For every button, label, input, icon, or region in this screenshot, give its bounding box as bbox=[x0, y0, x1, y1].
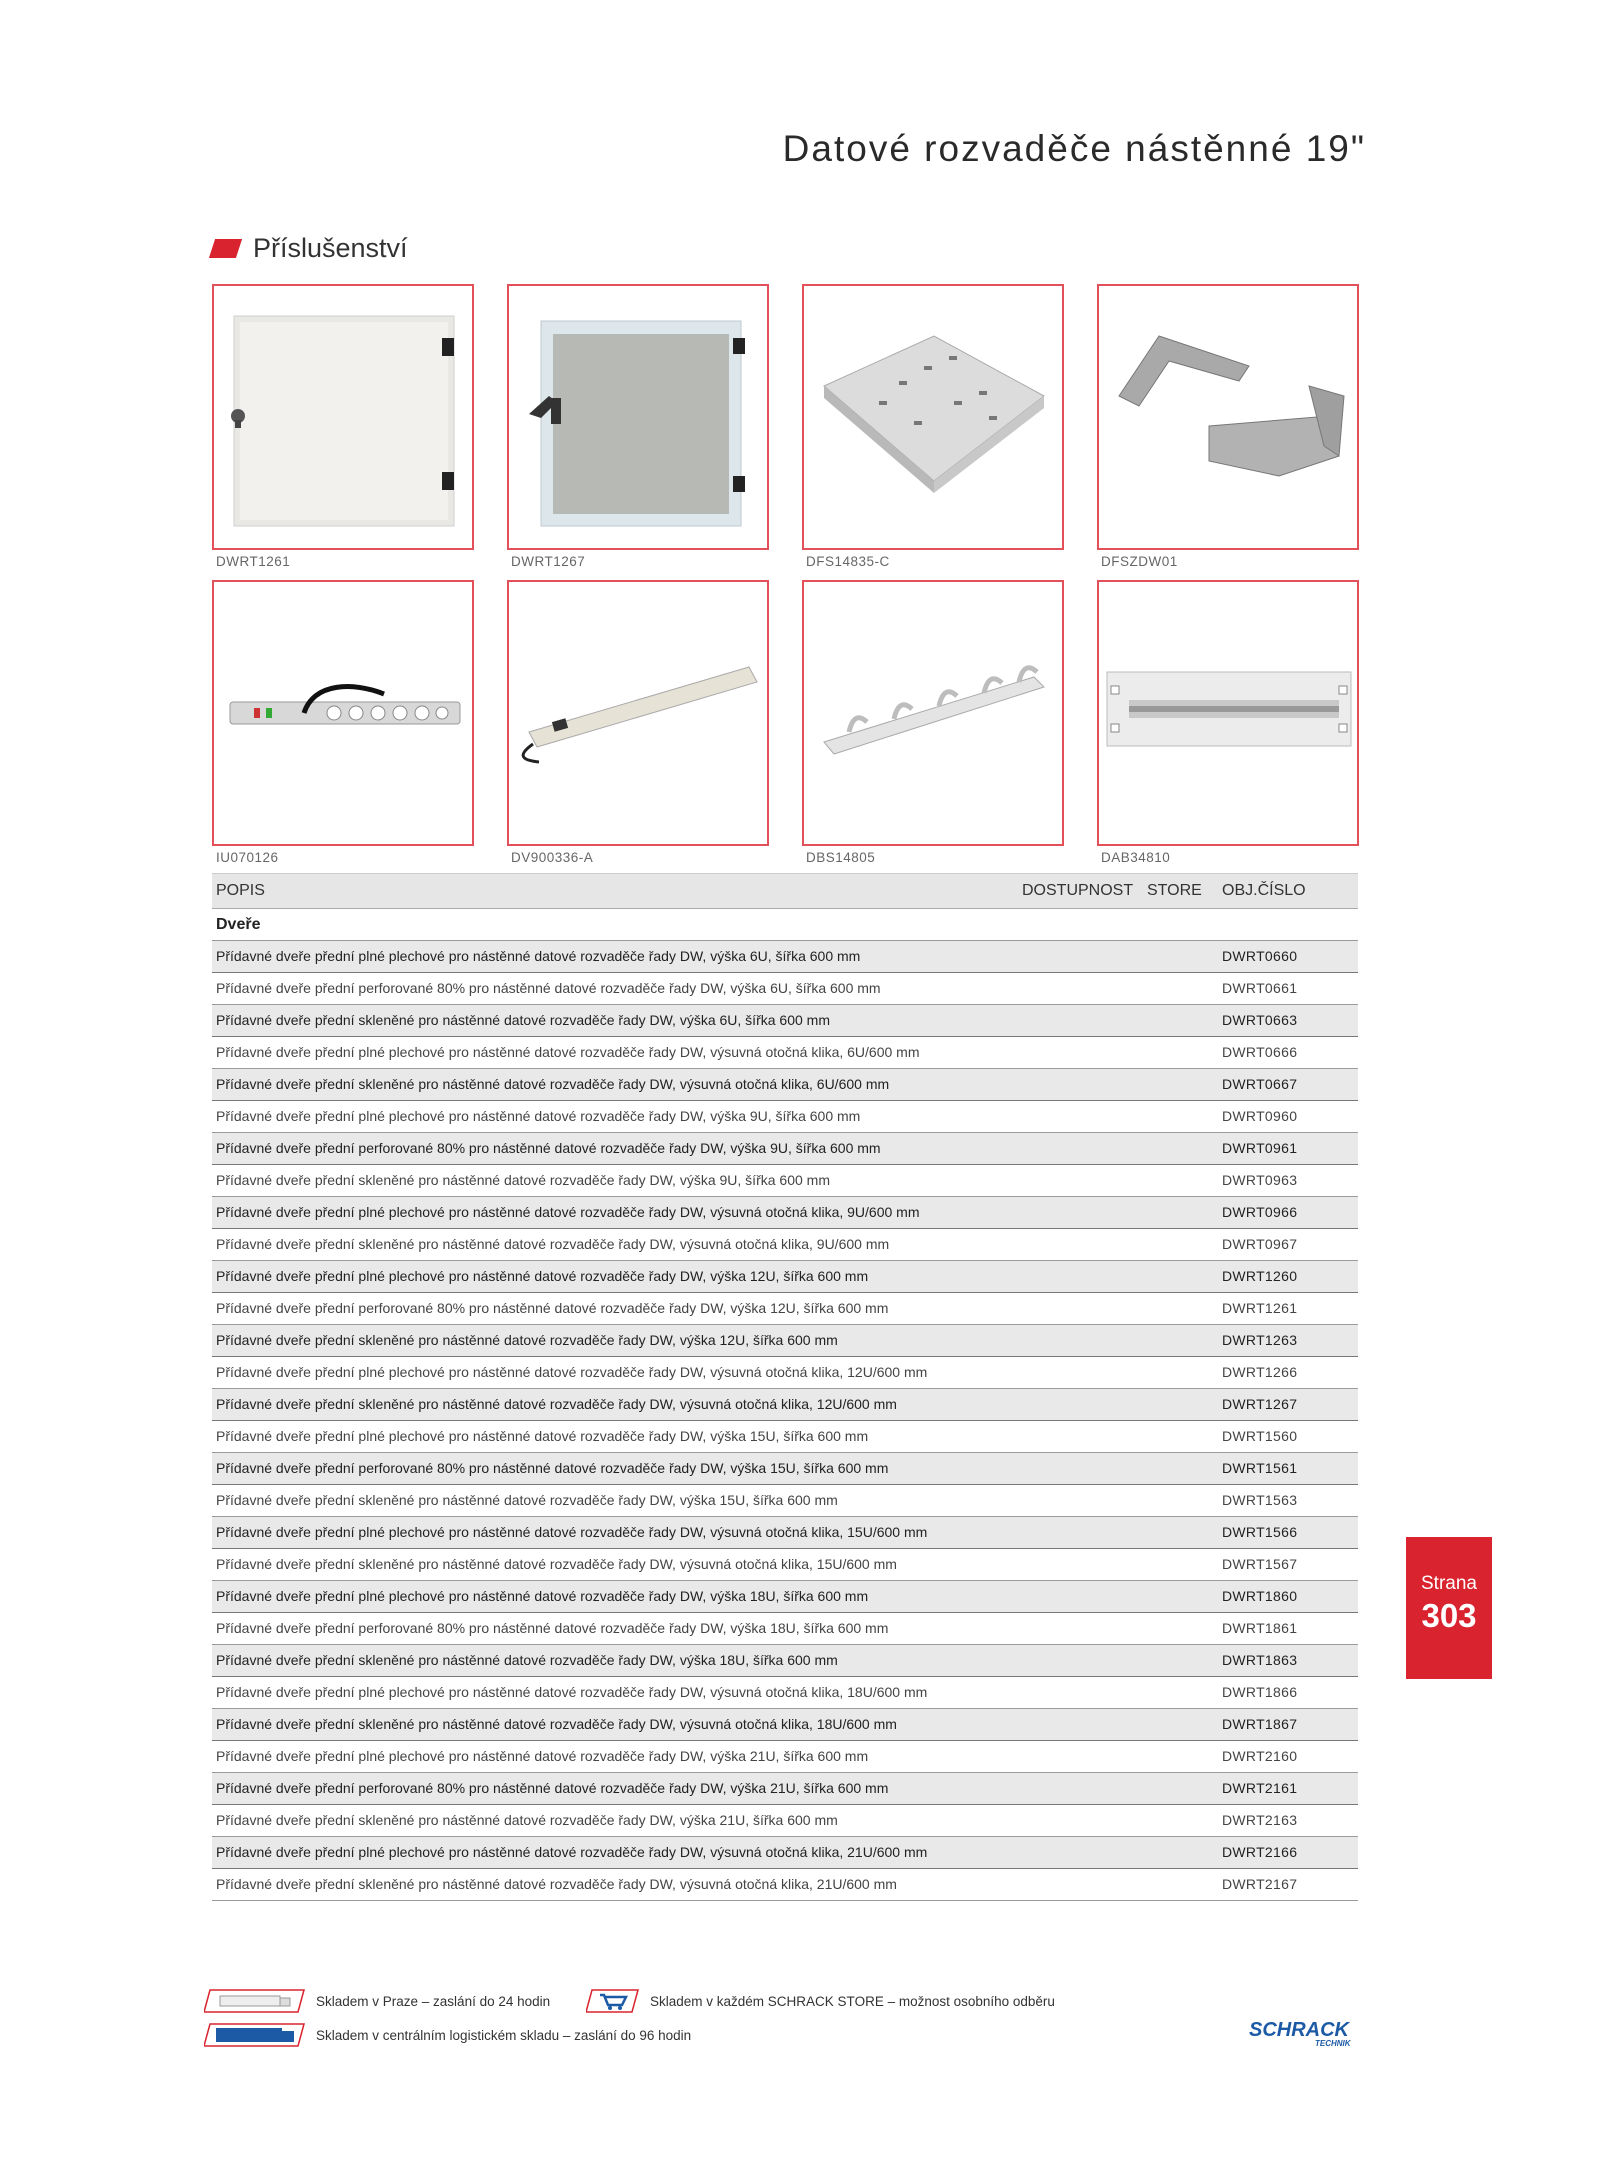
product-code: DWRT1261 bbox=[216, 554, 291, 569]
row-order-number: DWRT0961 bbox=[1222, 1140, 1298, 1156]
row-order-number: DWRT1866 bbox=[1222, 1684, 1298, 1700]
product-card[interactable] bbox=[802, 580, 1064, 865]
row-description: Přídavné dveře přední skleněné pro nástěnné datové rozvaděče řady DW, výška 6U, šířka 600 mm bbox=[216, 1012, 830, 1028]
row-order-number: DWRT0966 bbox=[1222, 1204, 1298, 1220]
table-row bbox=[212, 1741, 1358, 1773]
row-description: Přídavné dveře přední skleněné pro nástěnné datové rozvaděče řady DW, výsuvná otočná klika, 21U/600 mm bbox=[216, 1876, 897, 1892]
row-order-number: DWRT2166 bbox=[1222, 1844, 1298, 1860]
row-order-number: DWRT1260 bbox=[1222, 1268, 1298, 1284]
product-code: DBS14805 bbox=[806, 850, 876, 865]
truck-outline-icon bbox=[204, 1988, 306, 2014]
table-row bbox=[212, 1133, 1358, 1165]
table-row bbox=[212, 1197, 1358, 1229]
row-order-number: DWRT1267 bbox=[1222, 1396, 1298, 1412]
product-card[interactable] bbox=[1097, 284, 1359, 569]
product-code: IU070126 bbox=[216, 850, 279, 865]
table-row bbox=[212, 1709, 1358, 1741]
row-description: Přídavné dveře přední skleněné pro nástěnné datové rozvaděče řady DW, výška 12U, šířka 600 mm bbox=[216, 1332, 838, 1348]
table-row bbox=[212, 1581, 1358, 1613]
cart-icon bbox=[586, 1988, 640, 2014]
row-order-number: DWRT1266 bbox=[1222, 1364, 1298, 1380]
table-row bbox=[212, 1293, 1358, 1325]
row-order-number: DWRT1261 bbox=[1222, 1300, 1298, 1316]
table-row bbox=[212, 1517, 1358, 1549]
product-image bbox=[1097, 580, 1359, 846]
row-description: Přídavné dveře přední skleněné pro nástěnné datové rozvaděče řady DW, výška 15U, šířka 600 mm bbox=[216, 1492, 838, 1508]
row-description: Přídavné dveře přední skleněné pro nástěnné datové rozvaděče řady DW, výsuvná otočná klika, 12U/600 mm bbox=[216, 1396, 897, 1412]
section-marker bbox=[209, 239, 242, 258]
table-row bbox=[212, 1677, 1358, 1709]
row-description: Přídavné dveře přední plné plechové pro nástěnné datové rozvaděče řady DW, výsuvná otočná klika, 9U/600 mm bbox=[216, 1204, 920, 1220]
row-order-number: DWRT1861 bbox=[1222, 1620, 1298, 1636]
table-row bbox=[212, 1389, 1358, 1421]
table-row bbox=[212, 1037, 1358, 1069]
row-order-number: DWRT1860 bbox=[1222, 1588, 1298, 1604]
product-card[interactable] bbox=[212, 284, 474, 569]
row-order-number: DWRT0967 bbox=[1222, 1236, 1298, 1252]
table-row bbox=[212, 1325, 1358, 1357]
svg-text:SCHRACK: SCHRACK bbox=[1249, 2019, 1349, 2041]
row-description: Přídavné dveře přední perforované 80% pro nástěnné datové rozvaděče řady DW, výška 12U, šířka 600 mm bbox=[216, 1300, 889, 1316]
legend-text: Skladem v centrálním logistickém skladu – zaslání do 96 hodin bbox=[316, 2027, 692, 2043]
product-card[interactable] bbox=[507, 284, 769, 569]
table-row bbox=[212, 1549, 1358, 1581]
legend-text: Skladem v každém SCHRACK STORE – možnost osobního odběru bbox=[650, 1993, 1055, 2009]
row-order-number: DWRT1560 bbox=[1222, 1428, 1298, 1444]
product-card[interactable] bbox=[507, 580, 769, 865]
row-order-number: DWRT1567 bbox=[1222, 1556, 1298, 1572]
table-row bbox=[212, 1069, 1358, 1101]
row-order-number: DWRT2163 bbox=[1222, 1812, 1298, 1828]
table-row bbox=[212, 973, 1358, 1005]
row-description: Přídavné dveře přední skleněné pro nástěnné datové rozvaděče řady DW, výsuvná otočná klika, 15U/600 mm bbox=[216, 1556, 897, 1572]
table-row bbox=[212, 1165, 1358, 1197]
table-row bbox=[212, 1645, 1358, 1677]
row-order-number: DWRT1863 bbox=[1222, 1652, 1298, 1668]
solid-door-icon bbox=[214, 286, 472, 548]
legend-item-prague bbox=[204, 1988, 550, 2014]
row-order-number: DWRT2161 bbox=[1222, 1780, 1298, 1796]
brackets-icon bbox=[1099, 286, 1357, 548]
column-header-popis: POPIS bbox=[216, 882, 265, 899]
row-description: Přídavné dveře přední skleněné pro nástěnné datové rozvaděče řady DW, výška 21U, šířka 600 mm bbox=[216, 1812, 838, 1828]
power-strip-icon bbox=[214, 582, 472, 844]
section-title: Příslušenství bbox=[253, 233, 408, 263]
page-label: Strana bbox=[1421, 1573, 1477, 1594]
glass-door-icon bbox=[509, 286, 767, 548]
table-body bbox=[212, 941, 1358, 1901]
product-image bbox=[507, 284, 769, 550]
svg-text:TECHNIK: TECHNIK bbox=[1315, 2039, 1351, 2048]
row-description: Přídavné dveře přední perforované 80% pro nástěnné datové rozvaděče řady DW, výška 18U, šířka 600 mm bbox=[216, 1620, 889, 1636]
row-description: Přídavné dveře přední plné plechové pro nástěnné datové rozvaděče řady DW, výška 6U, šířka 600 mm bbox=[216, 948, 861, 964]
row-description: Přídavné dveře přední plné plechové pro nástěnné datové rozvaděče řady DW, výška 12U, šířka 600 mm bbox=[216, 1268, 869, 1284]
table-row bbox=[212, 1805, 1358, 1837]
row-order-number: DWRT1263 bbox=[1222, 1332, 1298, 1348]
row-order-number: DWRT0663 bbox=[1222, 1012, 1298, 1028]
product-card[interactable] bbox=[802, 284, 1064, 569]
table-row bbox=[212, 1229, 1358, 1261]
product-image bbox=[802, 580, 1064, 846]
product-image bbox=[1097, 284, 1359, 550]
table-row bbox=[212, 1421, 1358, 1453]
row-description: Přídavné dveře přední plné plechové pro nástěnné datové rozvaděče řady DW, výsuvná otočná klika, 21U/600 mm bbox=[216, 1844, 928, 1860]
table-row bbox=[212, 941, 1358, 973]
truck-filled-icon bbox=[204, 2022, 306, 2048]
row-order-number: DWRT1566 bbox=[1222, 1524, 1298, 1540]
row-order-number: DWRT0963 bbox=[1222, 1172, 1298, 1188]
row-description: Přídavné dveře přední plné plechové pro nástěnné datové rozvaděče řady DW, výsuvná otočná klika, 18U/600 mm bbox=[216, 1684, 928, 1700]
row-order-number: DWRT2167 bbox=[1222, 1876, 1298, 1892]
table-row bbox=[212, 1453, 1358, 1485]
product-table bbox=[212, 873, 1358, 1901]
row-description: Přídavné dveře přední plné plechové pro nástěnné datové rozvaděče řady DW, výsuvná otočná klika, 15U/600 mm bbox=[216, 1524, 928, 1540]
page-title: Datové rozvaděče nástěnné 19" bbox=[782, 128, 1366, 169]
row-description: Přídavné dveře přední perforované 80% pro nástěnné datové rozvaděče řady DW, výška 6U, šířka 600 mm bbox=[216, 980, 881, 996]
row-description: Přídavné dveře přední plné plechové pro nástěnné datové rozvaděče řady DW, výška 21U, šířka 600 mm bbox=[216, 1748, 869, 1764]
product-card[interactable] bbox=[1097, 580, 1359, 865]
table-row bbox=[212, 1485, 1358, 1517]
row-description: Přídavné dveře přední perforované 80% pro nástěnné datové rozvaděče řady DW, výška 9U, šířka 600 mm bbox=[216, 1140, 881, 1156]
schrack-logo bbox=[1245, 2016, 1365, 2055]
table-header bbox=[212, 873, 1358, 909]
product-image bbox=[212, 580, 474, 846]
row-order-number: DWRT2160 bbox=[1222, 1748, 1298, 1764]
row-description: Přídavné dveře přední skleněné pro nástěnné datové rozvaděče řady DW, výška 9U, šířka 600 mm bbox=[216, 1172, 830, 1188]
row-description: Přídavné dveře přední plné plechové pro nástěnné datové rozvaděče řady DW, výška 9U, šířka 600 mm bbox=[216, 1108, 861, 1124]
product-code: DFSZDW01 bbox=[1101, 554, 1178, 569]
row-order-number: DWRT0661 bbox=[1222, 980, 1298, 996]
table-row bbox=[212, 1357, 1358, 1389]
table-row bbox=[212, 1773, 1358, 1805]
table-row bbox=[212, 1837, 1358, 1869]
product-image bbox=[802, 284, 1064, 550]
legend-item-store bbox=[586, 1988, 1055, 2014]
product-image bbox=[212, 284, 474, 550]
product-code: DFS14835-C bbox=[806, 554, 890, 569]
row-order-number: DWRT0660 bbox=[1222, 948, 1298, 964]
page-number-tab bbox=[1406, 1537, 1492, 1679]
row-description: Přídavné dveře přední plné plechové pro nástěnné datové rozvaděče řady DW, výsuvná otočná klika, 6U/600 mm bbox=[216, 1044, 920, 1060]
product-code: DWRT1267 bbox=[511, 554, 586, 569]
row-order-number: DWRT0666 bbox=[1222, 1044, 1298, 1060]
row-order-number: DWRT1561 bbox=[1222, 1460, 1298, 1476]
product-image bbox=[507, 580, 769, 846]
page-number: 303 bbox=[1421, 1597, 1477, 1634]
row-description: Přídavné dveře přední plné plechové pro nástěnné datové rozvaděče řady DW, výsuvná otočná klika, 12U/600 mm bbox=[216, 1364, 928, 1380]
legend-item-central bbox=[204, 2022, 691, 2048]
product-code: DAB34810 bbox=[1101, 850, 1171, 865]
section-heading bbox=[212, 233, 408, 264]
row-description: Přídavné dveře přední perforované 80% pro nástěnné datové rozvaděče řady DW, výška 21U, šířka 600 mm bbox=[216, 1780, 889, 1796]
row-order-number: DWRT0667 bbox=[1222, 1076, 1298, 1092]
product-card[interactable] bbox=[212, 580, 474, 865]
table-row bbox=[212, 1869, 1358, 1901]
row-description: Přídavné dveře přední skleněné pro nástěnné datové rozvaděče řady DW, výška 18U, šířka 600 mm bbox=[216, 1652, 838, 1668]
table-row bbox=[212, 1261, 1358, 1293]
row-description: Přídavné dveře přední perforované 80% pro nástěnné datové rozvaděče řady DW, výška 15U, šířka 600 mm bbox=[216, 1460, 889, 1476]
row-order-number: DWRT1867 bbox=[1222, 1716, 1298, 1732]
group-heading: Dveře bbox=[212, 909, 1358, 941]
table-row bbox=[212, 1005, 1358, 1037]
row-order-number: DWRT0960 bbox=[1222, 1108, 1298, 1124]
column-header-dostupnost: DOSTUPNOST bbox=[1022, 882, 1134, 899]
brush-panel-icon bbox=[1099, 582, 1357, 844]
lamp-icon bbox=[509, 582, 767, 844]
column-header-store: STORE bbox=[1147, 882, 1202, 899]
shelf-icon bbox=[804, 286, 1062, 548]
row-description: Přídavné dveře přední skleněné pro nástěnné datové rozvaděče řady DW, výsuvná otočná klika, 6U/600 mm bbox=[216, 1076, 890, 1092]
product-code: DV900336-A bbox=[511, 850, 594, 865]
row-description: Přídavné dveře přední skleněné pro nástěnné datové rozvaděče řady DW, výsuvná otočná klika, 9U/600 mm bbox=[216, 1236, 890, 1252]
table-row bbox=[212, 1613, 1358, 1645]
logo-icon bbox=[1245, 2016, 1365, 2050]
table-row bbox=[212, 1101, 1358, 1133]
row-description: Přídavné dveře přední plné plechové pro nástěnné datové rozvaděče řady DW, výška 15U, šířka 600 mm bbox=[216, 1428, 869, 1444]
cable-guide-icon bbox=[804, 582, 1062, 844]
row-description: Přídavné dveře přední skleněné pro nástěnné datové rozvaděče řady DW, výsuvná otočná klika, 18U/600 mm bbox=[216, 1716, 897, 1732]
row-order-number: DWRT1563 bbox=[1222, 1492, 1298, 1508]
legend-text: Skladem v Praze – zaslání do 24 hodin bbox=[316, 1993, 551, 2009]
row-description: Přídavné dveře přední plné plechové pro nástěnné datové rozvaděče řady DW, výška 18U, šířka 600 mm bbox=[216, 1588, 869, 1604]
column-header-obj-cislo: OBJ.ČÍSLO bbox=[1222, 882, 1306, 899]
